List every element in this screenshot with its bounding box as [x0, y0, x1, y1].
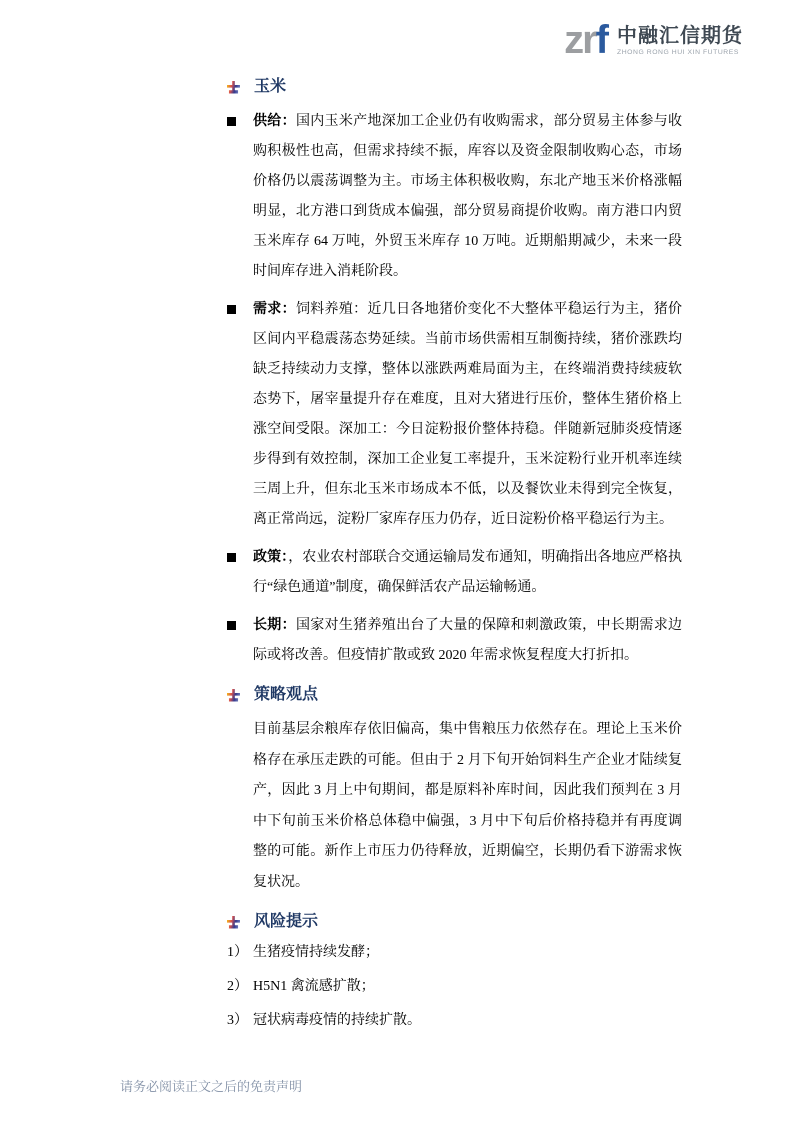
- heading-ornament-icon: [227, 689, 240, 702]
- risk-item-number: 1）: [227, 945, 248, 960]
- risk-item-text: H5N1 禽流感扩散；: [253, 979, 375, 994]
- bullet-text: [253, 543, 682, 603]
- bullet-label: 政策：: [253, 550, 289, 565]
- square-bullet-icon: [227, 117, 236, 126]
- company-logo: [564, 18, 743, 62]
- risk-list: [227, 942, 682, 1032]
- heading-ornament-icon: [227, 916, 240, 929]
- risk-item: [227, 1010, 682, 1032]
- company-name-en: ZHONG RONG HUI XIN FUTURES: [617, 49, 739, 56]
- logo-mark-f: f: [595, 18, 607, 62]
- bullet-text: [253, 107, 682, 287]
- risk-item: [227, 976, 682, 998]
- risk-item-number: 2）: [227, 979, 248, 994]
- square-bullet-icon: [227, 553, 236, 562]
- bullet-text: [253, 611, 682, 671]
- bullet-body: 饲料养殖：近几日各地猪价变化不大整体平稳运行为主，猪价区间内平稳震荡态势延续。当前市场供需相互制衡持续，猪价涨跌均缺乏持续动力支撑，整体以涨跌两难局面为主，在终端消费持续疲软态势下，屠宰量提升存在难度，且对大猪进行压价，整体生猪价格上涨空间受限。深加工：今日淀粉报价整体持稳。伴随新冠肺炎疫情逐步得到有效控制，深加工企业复工率提升，玉米淀粉行业开机率连续三周上升，但东北玉米市场成本不低，以及餐饮业未得到完全恢复，离正常尚远，淀粉厂家库存压力仍存，近日淀粉价格平稳运行为主。: [253, 302, 683, 527]
- section-title: 策略观点: [254, 686, 319, 703]
- section-heading-corn: [227, 76, 682, 98]
- strategy-paragraph: 目前基层余粮库存依旧偏高，集中售粮压力依然存在。理论上玉米价格存在承压走跌的可能。但由于 2 月下旬开始饲料生产企业才陆续复产，因此 3 月上中旬期间，都是原料补库时间，因此我们预判在 3 月中下旬前玉米价格总体稳中偏强，3 月中下旬后价格持稳并有再度调整的可能。新作上市压力仍待释放，近期偏空，长期仍看下游需求恢复状况。: [253, 722, 682, 890]
- risk-item-text: 冠状病毒疫情的持续扩散。: [253, 1013, 421, 1028]
- company-name-cn: 中融汇信期货: [617, 25, 743, 47]
- bullet-item-supply: [227, 107, 682, 287]
- bullet-item-policy: [227, 543, 682, 603]
- logo-names: [617, 25, 743, 58]
- logo-mark: [564, 18, 607, 62]
- bullet-label: 长期：: [253, 618, 296, 633]
- bullet-item-longterm: [227, 611, 682, 671]
- square-bullet-icon: [227, 305, 236, 314]
- bullet-label: 供给：: [253, 114, 296, 129]
- bullet-body: ，农业农村部联合交通运输局发布通知，明确指出各地应严格执行“绿色通道”制度，确保鲜活农产品运输畅通。: [253, 550, 683, 595]
- section-title: 玉米: [254, 78, 287, 95]
- square-bullet-icon: [227, 621, 236, 630]
- bullet-body: 国内玉米产地深加工企业仍有收购需求，部分贸易主体参与收购积极性也高，但需求持续不振，库容以及资金限制收购心态，市场价格仍以震荡调整为主。市场主体积极收购，东北产地玉米价格涨幅明显，北方港口到货成本偏强，部分贸易商提价收购。南方港口内贸玉米库存 64 万吨，外贸玉米库存 10 万吨。近期船期减少，未来一段时间库存进入消耗阶段。: [253, 114, 683, 279]
- footer-disclaimer: 请务必阅读正文之后的免责声明: [120, 1079, 303, 1094]
- risk-item-text: 生猪疫情持续发酵；: [253, 945, 379, 960]
- bullet-item-demand: [227, 295, 682, 535]
- risk-item-number: 3）: [227, 1013, 248, 1028]
- section-title: 风险提示: [254, 913, 319, 930]
- bullet-body: 国家对生猪养殖出台了大量的保障和刺激政策，中长期需求边际或将改善。但疫情扩散或致 2020 年需求恢复程度大打折扣。: [253, 618, 683, 663]
- bullet-label: 需求：: [253, 302, 296, 317]
- bullet-text: [253, 295, 682, 535]
- section-heading-strategy: [227, 684, 682, 706]
- section-heading-risk: [227, 911, 682, 933]
- risk-item: [227, 942, 682, 964]
- logo-mark-zr: zr: [564, 18, 596, 62]
- heading-ornament-icon: [227, 81, 240, 94]
- report-content: [227, 76, 682, 1044]
